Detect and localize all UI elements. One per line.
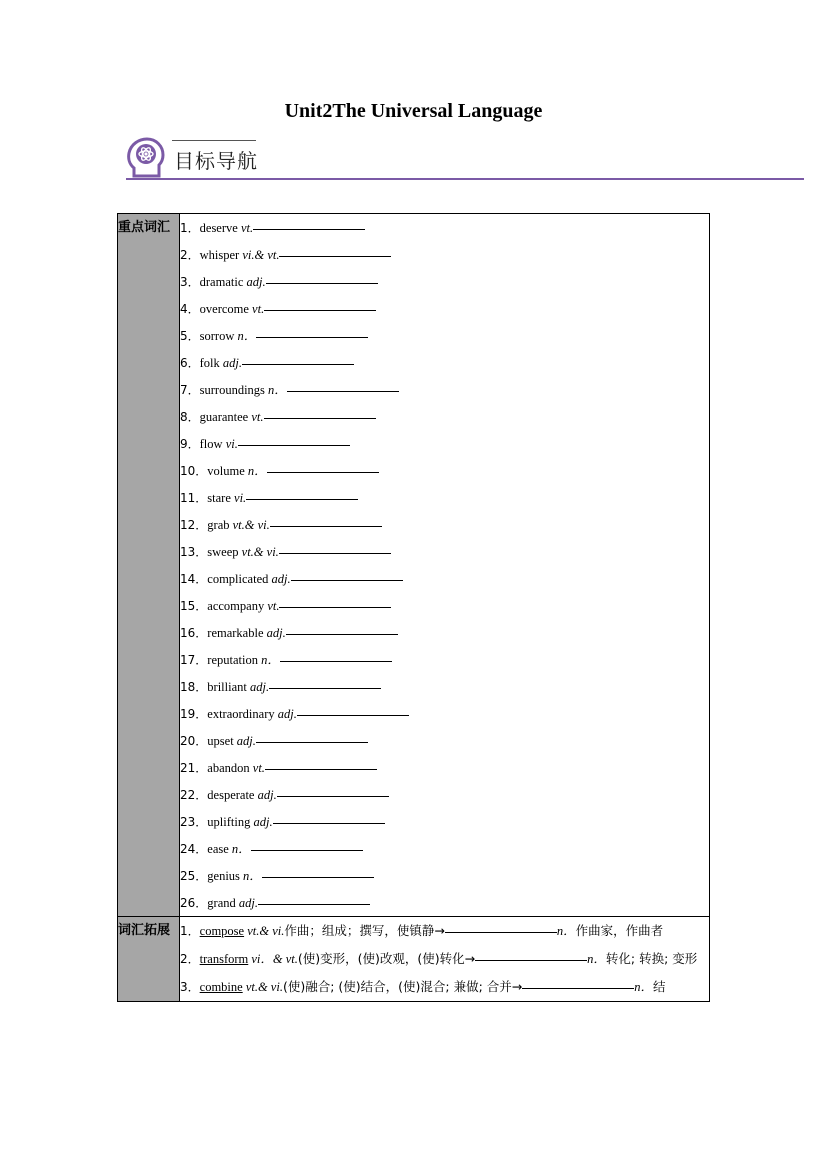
derived-part-of-speech: n．	[587, 952, 606, 966]
nav-header-underline	[126, 178, 804, 180]
answer-blank[interactable]	[445, 917, 557, 933]
answer-blank[interactable]	[475, 945, 587, 961]
part-of-speech: adj.	[246, 275, 266, 289]
derived-part-of-speech: n．	[556, 924, 576, 938]
vocab-item	[180, 511, 709, 538]
vocab-word: sweep	[207, 545, 242, 559]
vocab-word: genius	[207, 869, 244, 883]
vocab-word: overcome	[199, 302, 253, 316]
word-meaning: 作曲；组成；撰写，使镇静→	[284, 923, 445, 938]
part-of-speech: vt.& vi.	[244, 924, 285, 938]
vocab-item	[180, 349, 709, 376]
vocab-item	[180, 457, 709, 484]
part-of-speech: vt.& vi.	[241, 545, 279, 559]
extend-vocab-list	[180, 917, 710, 1002]
nav-header-title: 目标导航	[174, 149, 258, 173]
part-of-speech: vt.	[252, 761, 265, 775]
answer-blank[interactable]	[267, 457, 379, 473]
part-of-speech: adj.	[253, 815, 273, 829]
answer-blank[interactable]	[279, 241, 391, 257]
answer-blank[interactable]	[258, 889, 370, 905]
item-number: 20．	[180, 734, 208, 748]
section-nav-header	[126, 136, 804, 182]
vocab-item	[180, 241, 709, 268]
vocab-word: reputation	[207, 653, 262, 667]
vocab-item	[180, 565, 709, 592]
item-number: 2．	[180, 952, 200, 966]
answer-blank[interactable]	[287, 376, 399, 392]
vocab-item	[180, 430, 709, 457]
part-of-speech: n．	[237, 329, 257, 343]
item-number: 16．	[180, 626, 208, 640]
item-number: 25．	[180, 869, 208, 883]
item-number: 2．	[180, 248, 200, 262]
vocab-word: dramatic	[199, 275, 247, 289]
vocab-item	[180, 322, 709, 349]
vocab-word: uplifting	[207, 815, 254, 829]
part-of-speech: vt.	[251, 410, 264, 424]
vocab-word: grand	[207, 896, 239, 910]
item-number: 15．	[180, 599, 208, 613]
answer-blank[interactable]	[265, 754, 377, 770]
vocab-word: deserve	[199, 221, 241, 235]
vocab-item	[180, 592, 709, 619]
extend-vocab-row	[118, 917, 710, 1002]
derived-meaning: 作曲家，作曲者	[575, 923, 664, 938]
part-of-speech: vi.& vt.	[242, 248, 280, 262]
vocab-item	[180, 376, 709, 403]
item-number: 1．	[180, 221, 200, 235]
part-of-speech: adj.	[249, 680, 270, 694]
answer-blank[interactable]	[273, 808, 385, 824]
item-number: 5．	[180, 329, 200, 343]
vocab-item	[180, 889, 709, 916]
extend-vocab-label: 词汇拓展	[118, 917, 180, 1002]
vocab-word: surroundings	[199, 383, 269, 397]
part-of-speech: vt.	[267, 599, 280, 613]
answer-blank[interactable]	[522, 973, 634, 989]
vocab-word: sorrow	[199, 329, 238, 343]
item-number: 6．	[180, 356, 200, 370]
item-number: 19．	[180, 707, 208, 721]
item-number: 21．	[180, 761, 208, 775]
answer-blank[interactable]	[256, 727, 368, 743]
item-number: 24．	[180, 842, 208, 856]
vocab-item	[180, 781, 709, 808]
nav-header-topline	[172, 140, 256, 141]
answer-blank[interactable]	[277, 781, 389, 797]
vocab-word: complicated	[207, 572, 272, 586]
part-of-speech: adj.	[238, 896, 258, 910]
answer-blank[interactable]	[279, 538, 391, 554]
item-number: 11．	[180, 491, 208, 505]
answer-blank[interactable]	[270, 511, 382, 527]
part-of-speech: adj.	[266, 626, 286, 640]
vocab-item	[180, 484, 709, 511]
part-of-speech: adj.	[271, 572, 291, 586]
document-title: Unit2The Universal Language	[284, 100, 543, 122]
part-of-speech: n．	[247, 464, 267, 478]
head-brain-icon	[126, 136, 166, 180]
item-number: 7．	[180, 383, 200, 397]
vocab-item	[180, 727, 709, 754]
derived-part-of-speech: n．	[634, 980, 654, 994]
answer-blank[interactable]	[266, 268, 378, 284]
part-of-speech: adj.	[257, 788, 277, 802]
item-number: 3．	[180, 980, 200, 994]
vocab-item	[180, 835, 709, 862]
answer-blank[interactable]	[291, 565, 403, 581]
item-number: 10．	[180, 464, 208, 478]
vocab-word: desperate	[207, 788, 258, 802]
vocab-item	[180, 619, 709, 646]
part-of-speech: adj.	[222, 356, 243, 370]
answer-blank[interactable]	[256, 322, 368, 338]
answer-blank[interactable]	[251, 835, 363, 851]
item-number: 23．	[180, 815, 208, 829]
vocab-word: remarkable	[207, 626, 267, 640]
vocab-item	[180, 808, 709, 835]
vocab-word: accompany	[207, 599, 268, 613]
vocab-item	[180, 538, 709, 565]
answer-blank[interactable]	[280, 646, 392, 662]
vocab-word: upset	[207, 734, 237, 748]
item-number: 3．	[180, 275, 200, 289]
vocab-word: abandon	[207, 761, 253, 775]
item-number: 26．	[180, 896, 208, 910]
vocab-word: brilliant	[207, 680, 250, 694]
vocab-word: ease	[207, 842, 232, 856]
answer-blank[interactable]	[242, 349, 354, 365]
vocab-word: volume	[207, 464, 248, 478]
vocab-item	[180, 862, 709, 889]
part-of-speech: vt.	[240, 221, 254, 235]
item-number: 4．	[180, 302, 200, 316]
part-of-speech: vt.	[252, 302, 265, 316]
part-of-speech: vi.	[225, 437, 238, 451]
part-of-speech: vi.	[234, 491, 247, 505]
vocab-word: flow	[199, 437, 226, 451]
answer-blank[interactable]	[262, 862, 374, 878]
answer-blank[interactable]	[269, 673, 381, 689]
part-of-speech: n．	[231, 842, 251, 856]
vocab-item	[180, 673, 709, 700]
vocab-item	[180, 268, 709, 295]
answer-blank[interactable]	[238, 430, 350, 446]
answer-blank[interactable]	[286, 619, 398, 635]
vocab-word: stare	[207, 491, 235, 505]
item-number: 12．	[180, 518, 208, 532]
extend-item	[180, 945, 709, 973]
part-of-speech: vi．& vt.	[248, 952, 298, 966]
vocabulary-table	[117, 213, 710, 1002]
vocab-item	[180, 700, 709, 727]
answer-blank[interactable]	[253, 214, 365, 230]
answer-blank[interactable]	[246, 484, 358, 500]
key-vocab-label: 重点词汇	[118, 214, 180, 917]
derived-meaning: 转化; 转换; 变形	[605, 951, 698, 966]
item-number: 1．	[180, 924, 200, 938]
item-number: 14．	[180, 572, 208, 586]
part-of-speech: adj.	[277, 707, 297, 721]
part-of-speech: n．	[243, 869, 262, 883]
vocab-item	[180, 214, 709, 241]
part-of-speech: adj.	[236, 734, 256, 748]
extend-item	[180, 973, 709, 1001]
answer-blank[interactable]	[264, 295, 376, 311]
item-number: 9．	[180, 437, 200, 451]
vocab-word: transform	[199, 952, 249, 966]
part-of-speech: n．	[268, 383, 287, 397]
extend-item	[180, 917, 709, 945]
item-number: 22．	[180, 788, 208, 802]
item-number: 13．	[180, 545, 208, 559]
part-of-speech: vt.& vi.	[242, 980, 283, 994]
part-of-speech: n．	[261, 653, 280, 667]
item-number: 18．	[180, 680, 208, 694]
item-number: 17．	[180, 653, 208, 667]
vocab-item	[180, 403, 709, 430]
item-number: 8．	[180, 410, 200, 424]
vocab-item	[180, 646, 709, 673]
key-vocab-list	[180, 214, 710, 917]
vocab-word: combine	[199, 980, 243, 994]
key-vocab-row	[118, 214, 710, 917]
derived-meaning: 结	[653, 979, 666, 994]
vocab-word: folk	[199, 356, 223, 370]
word-meaning: (使)变形，(使)改观，(使)转化→	[297, 951, 476, 966]
vocab-item	[180, 754, 709, 781]
word-meaning: (使)融合; (使)结合，(使)混合; 兼做; 合并→	[282, 979, 523, 994]
vocab-word: whisper	[199, 248, 243, 262]
vocab-word: guarantee	[199, 410, 252, 424]
answer-blank[interactable]	[297, 700, 409, 716]
answer-blank[interactable]	[264, 403, 376, 419]
vocab-word: grab	[207, 518, 233, 532]
part-of-speech: vt.& vi.	[232, 518, 270, 532]
vocab-item	[180, 295, 709, 322]
vocab-word: compose	[199, 924, 245, 938]
answer-blank[interactable]	[279, 592, 391, 608]
vocab-word: extraordinary	[207, 707, 278, 721]
